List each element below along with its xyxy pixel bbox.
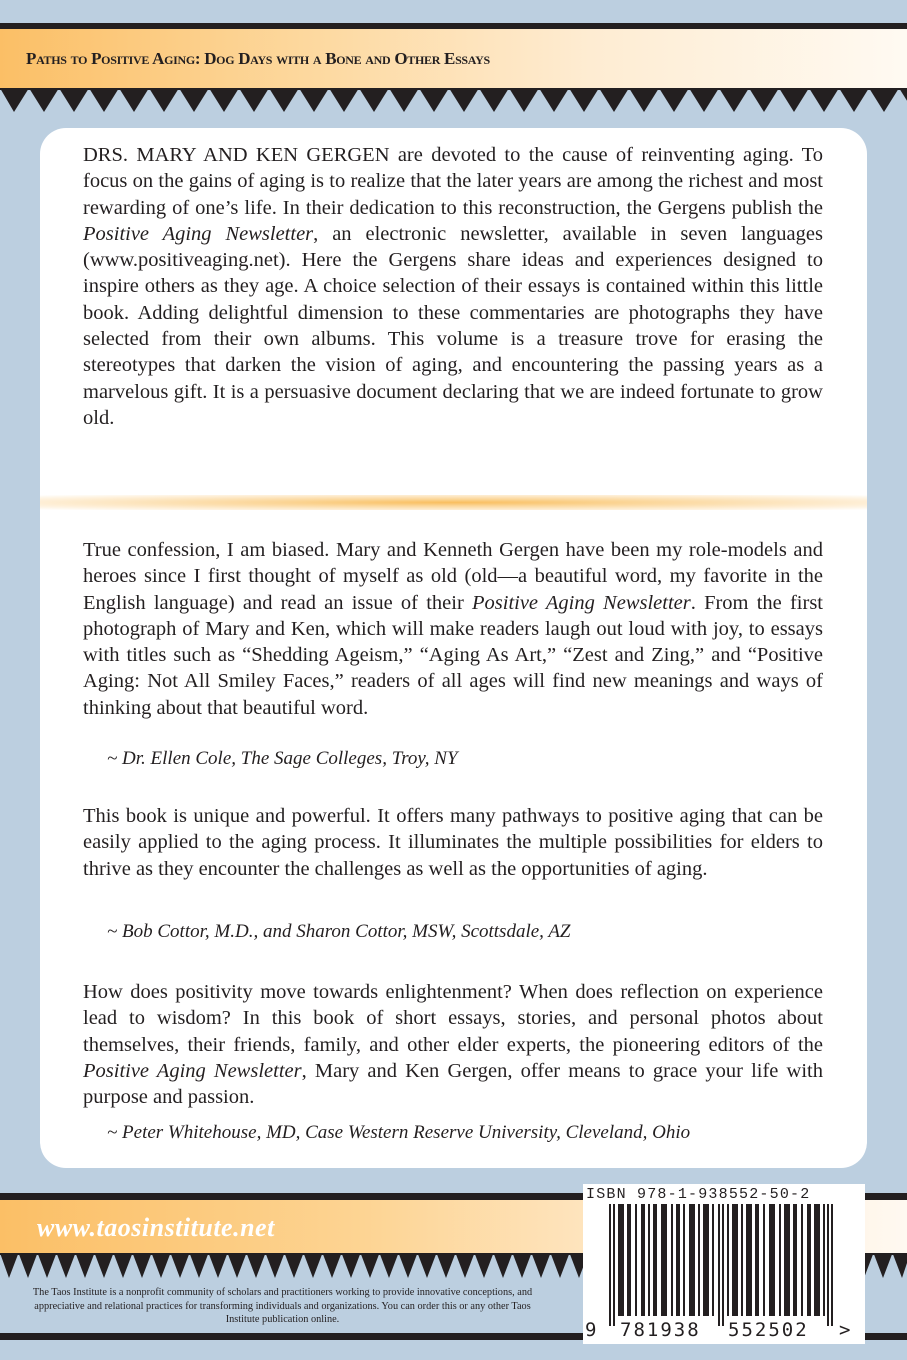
website-link[interactable]: www.taosinstitute.net [37,1213,275,1242]
author-names: DRS. MARY AND KEN GERGEN [83,144,390,166]
book-description: DRS. MARY AND KEN GERGEN are devoted to the cause of reinventing aging. To focus on the gains of aging is to realize that the later years are among the richest and most rewarding of one’s life. In their dedication to this reconstruction, the Gergens publish the Positive Aging Newsletter, an electronic newsletter, available in seven languages (www.positiveaging.net). Here the Gergens share ideas and experiences designed to inspire others as they age. A choice selection of their essays is contained within this little book. Adding delightful dimension to these commentaries are photographs they have selected from their own albums. This volume is a treasure trove for erasing the stereotypes that darken the vision of aging, and encountering the passing years as a marvelous gift. It is a persuasive document declaring that we are indeed fortunate to grow old. [83,144,823,429]
section-divider [40,495,867,510]
isbn-digits-left: 781938 [620,1319,701,1341]
endorsement-1: True confession, I am biased. Mary and Kenneth Gergen have been my role-models and heroes since I first thought of myself as old (old—a beautiful word, my favorite in the English language) and read an issue of their Positive Aging Newsletter. From the first photograph of Mary and Ken, which will make readers laugh out loud with joy, to essays with titles such as “Shedding Ageism,” “Aging As Art,” “Zest and Zing,” and “Positive Aging: Not All Smiley Faces,” readers of all ages will find new meanings and ways of thinking about that beautiful word. [83,539,823,719]
isbn-label: ISBN 978-1-938552-50-2 [586,1186,811,1203]
top-sawtooth-border [0,88,907,114]
top-title-banner [0,23,907,88]
isbn-digits-right: 552502 [728,1319,809,1341]
endorsement-3: How does positivity move towards enlightenment? When does reflection on experience lead to wisdom? In this book of short essays, stories, and personal photos about themselves, their friends, family, and other elder experts, the pioneering editors of the Positive Aging Newsletter, Mary and Ken Gergen, offer means to grace your life with purpose and passion. [83,981,823,1109]
book-title: Paths to Positive Aging: Dog Days with a Bone and Other Essays [26,49,490,68]
content-card [40,128,867,1168]
isbn-digit-first: 9 [585,1319,599,1341]
endorsement-2-attribution: ~ Bob Cottor, M.D., and Sharon Cottor, MSW, Scottsdale, AZ [107,921,571,942]
institute-blurb: The Taos Institute is a nonprofit community of scholars and practitioners working to provide innovative conceptions, and appreciative and relational practices for transforming individuals and organizations. You can order this or any other Taos Institute publication online. [32,1287,533,1325]
newsletter-title: Positive Aging Newsletter [83,222,314,245]
isbn-barcode [583,1184,865,1344]
endorsement-2: This book is unique and powerful. It offers many pathways to positive aging that can be easily applied to the aging process. It illuminates the multiple possibilities for elders to thrive as they encounter the challenges as well as the opportunities of aging. [83,805,823,880]
endorsement-1-attribution: ~ Dr. Ellen Cole, The Sage Colleges, Troy, NY [107,748,458,769]
isbn-arrow: > [839,1319,853,1341]
endorsement-3-attribution: ~ Peter Whitehouse, MD, Case Western Reserve University, Cleveland, Ohio [107,1122,691,1143]
